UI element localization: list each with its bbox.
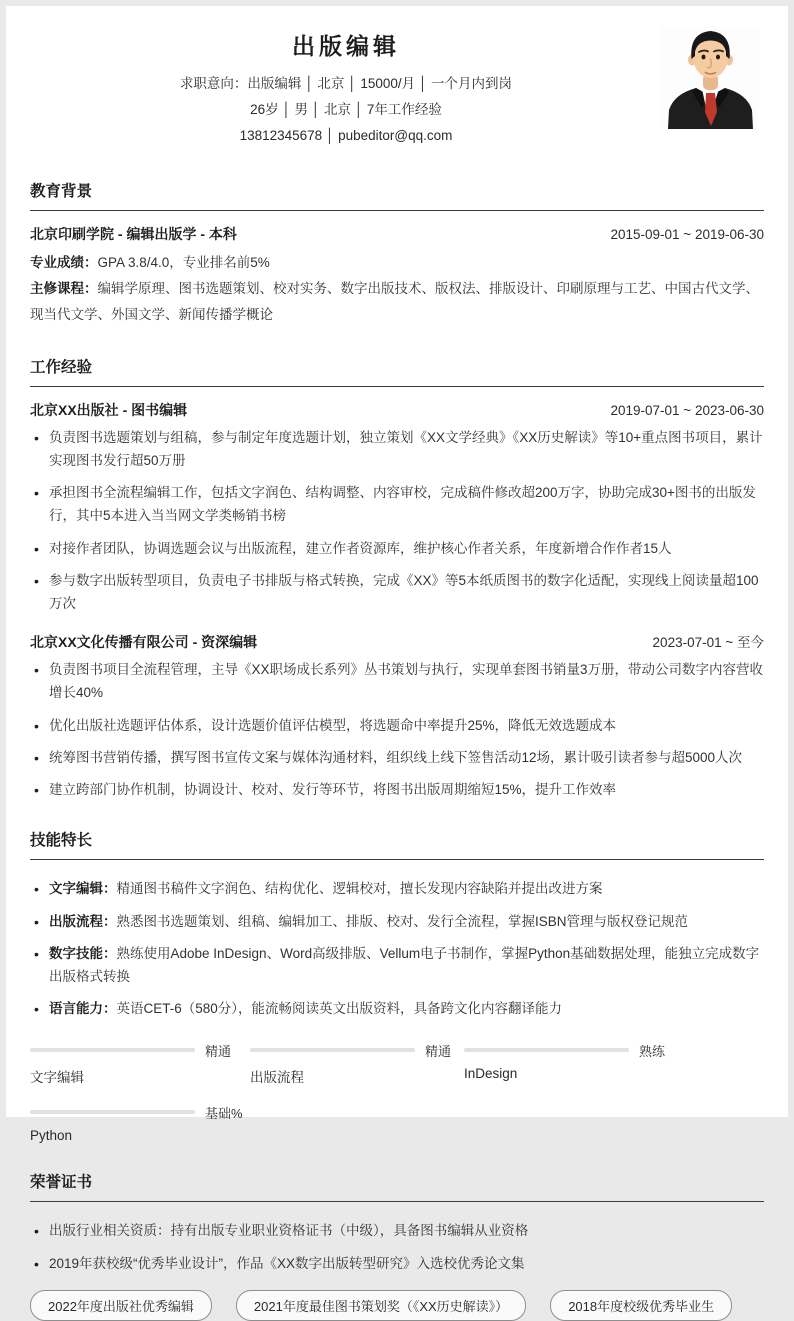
job-entry-header (30, 400, 764, 420)
skill-bar-item (30, 1104, 250, 1143)
education-date-range: 2015-09-01 ~ 2019-06-30 (610, 226, 764, 242)
job-date-range: 2019-07-01 ~ 2023-06-30 (610, 402, 764, 418)
education-courses-label: 主修课程： (30, 280, 98, 296)
skill-bar-item (464, 1042, 764, 1086)
header-text-block (30, 22, 662, 155)
avatar-illustration (662, 26, 759, 129)
job-date-range: 2023-07-01 ~ 至今 (652, 635, 764, 651)
job-bullet: • 建立跨部门协作机制，协调设计、校对、发行等环节，将图书出版周期缩短15%，提升工作效率 (30, 778, 764, 801)
skill-label: 文字编辑： (49, 881, 117, 897)
skill-level-label: 精通 (205, 1043, 232, 1059)
skill-bullet (30, 910, 764, 933)
skill-bullet (30, 877, 764, 900)
profile-photo (662, 26, 759, 129)
skill-text: 英语CET-6（580分），能流畅阅读英文出版资料，具备跨文化内容翻译能力 (116, 1001, 563, 1017)
education-grade-line (30, 250, 764, 276)
skill-text: 熟练使用Adobe InDesign、Word高级排版、Vellum电子书制作，掌握Python基础数据处理，能独立完成数字出版格式转换 (49, 945, 760, 984)
honor-badge: 2021年度最佳图书策划奖（《XX历史解读》） (236, 1290, 526, 1321)
section-education (30, 179, 764, 328)
skill-bar-track (30, 1110, 195, 1114)
education-grade-label: 专业成绩： (30, 254, 98, 270)
page-title: 出版编辑 (292, 33, 400, 59)
job-bullet: • 统筹图书营销传播，撰写图书宣传文案与媒体沟通材料，组织线上线下签售活动12场，累计吸引读者参与超5000人次 (30, 746, 764, 769)
job-bullet-list (30, 658, 764, 801)
skill-text: 精通图书稿件文字润色、结构优化、逻辑校对，擅长发现内容缺陷并提出改进方案 (116, 881, 603, 897)
section-title-honors: 荣誉证书 (30, 1170, 764, 1202)
contact-line-intent: 求职意向：出版编辑 │ 北京 │ 15000/月 │ 一个月内到岗 (179, 76, 513, 91)
section-title-education: 教育背景 (30, 179, 764, 211)
honor-badges-row (30, 1290, 764, 1321)
skill-level-label: 基础% (205, 1105, 243, 1121)
job-bullet: • 负责图书项目全流程管理，主导《XX职场成长系列》丛书策划与执行，实现单套图书销量3万册，带动公司数字内容营收增长40% (30, 658, 764, 704)
job-entry-1 (30, 400, 764, 616)
skill-bar-row (250, 1042, 464, 1058)
skill-level-label: 精通 (425, 1043, 452, 1059)
education-courses-value: 编辑学原理、图书选题策划、校对实务、数字出版技术、版权法、排版设计、印刷原理与工艺、中国古代文学、现当代文学、外国文学、新闻传播学概论 (30, 280, 759, 322)
skill-label: 数字技能： (49, 945, 117, 961)
section-title-skills: 技能特长 (30, 828, 764, 860)
honor-badge: 2018年度校级优秀毕业生 (550, 1290, 732, 1321)
honor-badge: 2022年度出版社优秀编辑 (30, 1290, 212, 1321)
honor-bullet: • 2019年获校级“优秀毕业设计”，作品《XX数字出版转型研究》入选校优秀论文集 (30, 1252, 764, 1275)
education-grade-value: GPA 3.8/4.0，专业排名前5% (97, 254, 270, 270)
honors-bullet-list (30, 1219, 764, 1274)
skill-bullet (30, 942, 764, 988)
skill-bar-track (250, 1048, 415, 1052)
section-skills (30, 828, 764, 1143)
job-company-role: 北京XX出版社 - 图书编辑 (30, 401, 188, 418)
skill-bar-name: Python (30, 1128, 73, 1144)
job-bullet: • 优化出版社选题评估体系，设计选题价值评估模型，将选题命中率提升25%，降低无效选题成本 (30, 714, 764, 737)
resume-page (6, 6, 788, 1314)
section-work-experience (30, 355, 764, 802)
skill-level-label: 熟练 (639, 1043, 666, 1059)
job-bullet: • 负责图书选题策划与组稿，参与制定年度选题计划，独立策划《XX文学经典》《XX历史解读》等10+重点图书项目，累计实现图书发行超50万册 (30, 426, 764, 472)
job-bullet: • 承担图书全流程编辑工作，包括文字润色、结构调整、内容审校，完成稿件修改超200万字，协助完成30+图书的出版发行，其中5本进入当当网文学类畅销书榜 (30, 481, 764, 527)
job-bullet: • 对接作者团队，协调选题会议与出版流程，建立作者资源库，维护核心作者关系，年度新增合作作者15人 (30, 537, 764, 560)
skill-bar-row (464, 1042, 764, 1058)
skill-bar-track (464, 1048, 629, 1052)
section-honors (30, 1170, 764, 1320)
contact-line-phone-email: 13812345678 │ pubeditor@qq.com (239, 127, 453, 143)
job-company-role: 北京XX文化传播有限公司 - 资深编辑 (30, 634, 258, 651)
skills-bullet-list (30, 877, 764, 1020)
skill-bar-row (30, 1042, 250, 1058)
skill-bars-grid (30, 1042, 764, 1143)
education-courses-line (30, 276, 764, 328)
skill-bar-name: InDesign (464, 1066, 518, 1082)
skill-bar-track (30, 1048, 195, 1052)
contact-line-basic-info: 26岁 │ 男 │ 北京 │ 7年工作经验 (250, 101, 442, 117)
job-bullet-list (30, 426, 764, 616)
education-entry-header (30, 224, 764, 244)
skill-bar-name: 文字编辑 (30, 1070, 84, 1086)
education-school-degree: 北京印刷学院 - 编辑出版学 - 本科 (30, 225, 237, 242)
skill-bar-row (30, 1104, 250, 1120)
skill-bullet (30, 997, 764, 1020)
job-entry-header (30, 631, 764, 652)
skill-label: 语言能力： (49, 1001, 117, 1017)
skill-label: 出版流程： (49, 913, 117, 929)
job-bullet: • 参与数字出版转型项目，负责电子书排版与格式转换，完成《XX》等5本纸质图书的数字化适配，实现线上阅读量超100万次 (30, 569, 764, 615)
job-entry-2 (30, 631, 764, 801)
skill-bar-item (250, 1042, 464, 1086)
honor-bullet: • 出版行业相关资质：持有出版专业职业资格证书（中级），具备图书编辑从业资格 (30, 1219, 764, 1242)
skill-bar-item (30, 1042, 250, 1086)
section-title-work: 工作经验 (30, 355, 764, 387)
skill-bar-name: 出版流程 (250, 1070, 304, 1086)
skill-text: 熟悉图书选题策划、组稿、编辑加工、排版、校对、发行全流程，掌握ISBN管理与版权登记规范 (116, 913, 689, 929)
resume-header (30, 22, 764, 155)
